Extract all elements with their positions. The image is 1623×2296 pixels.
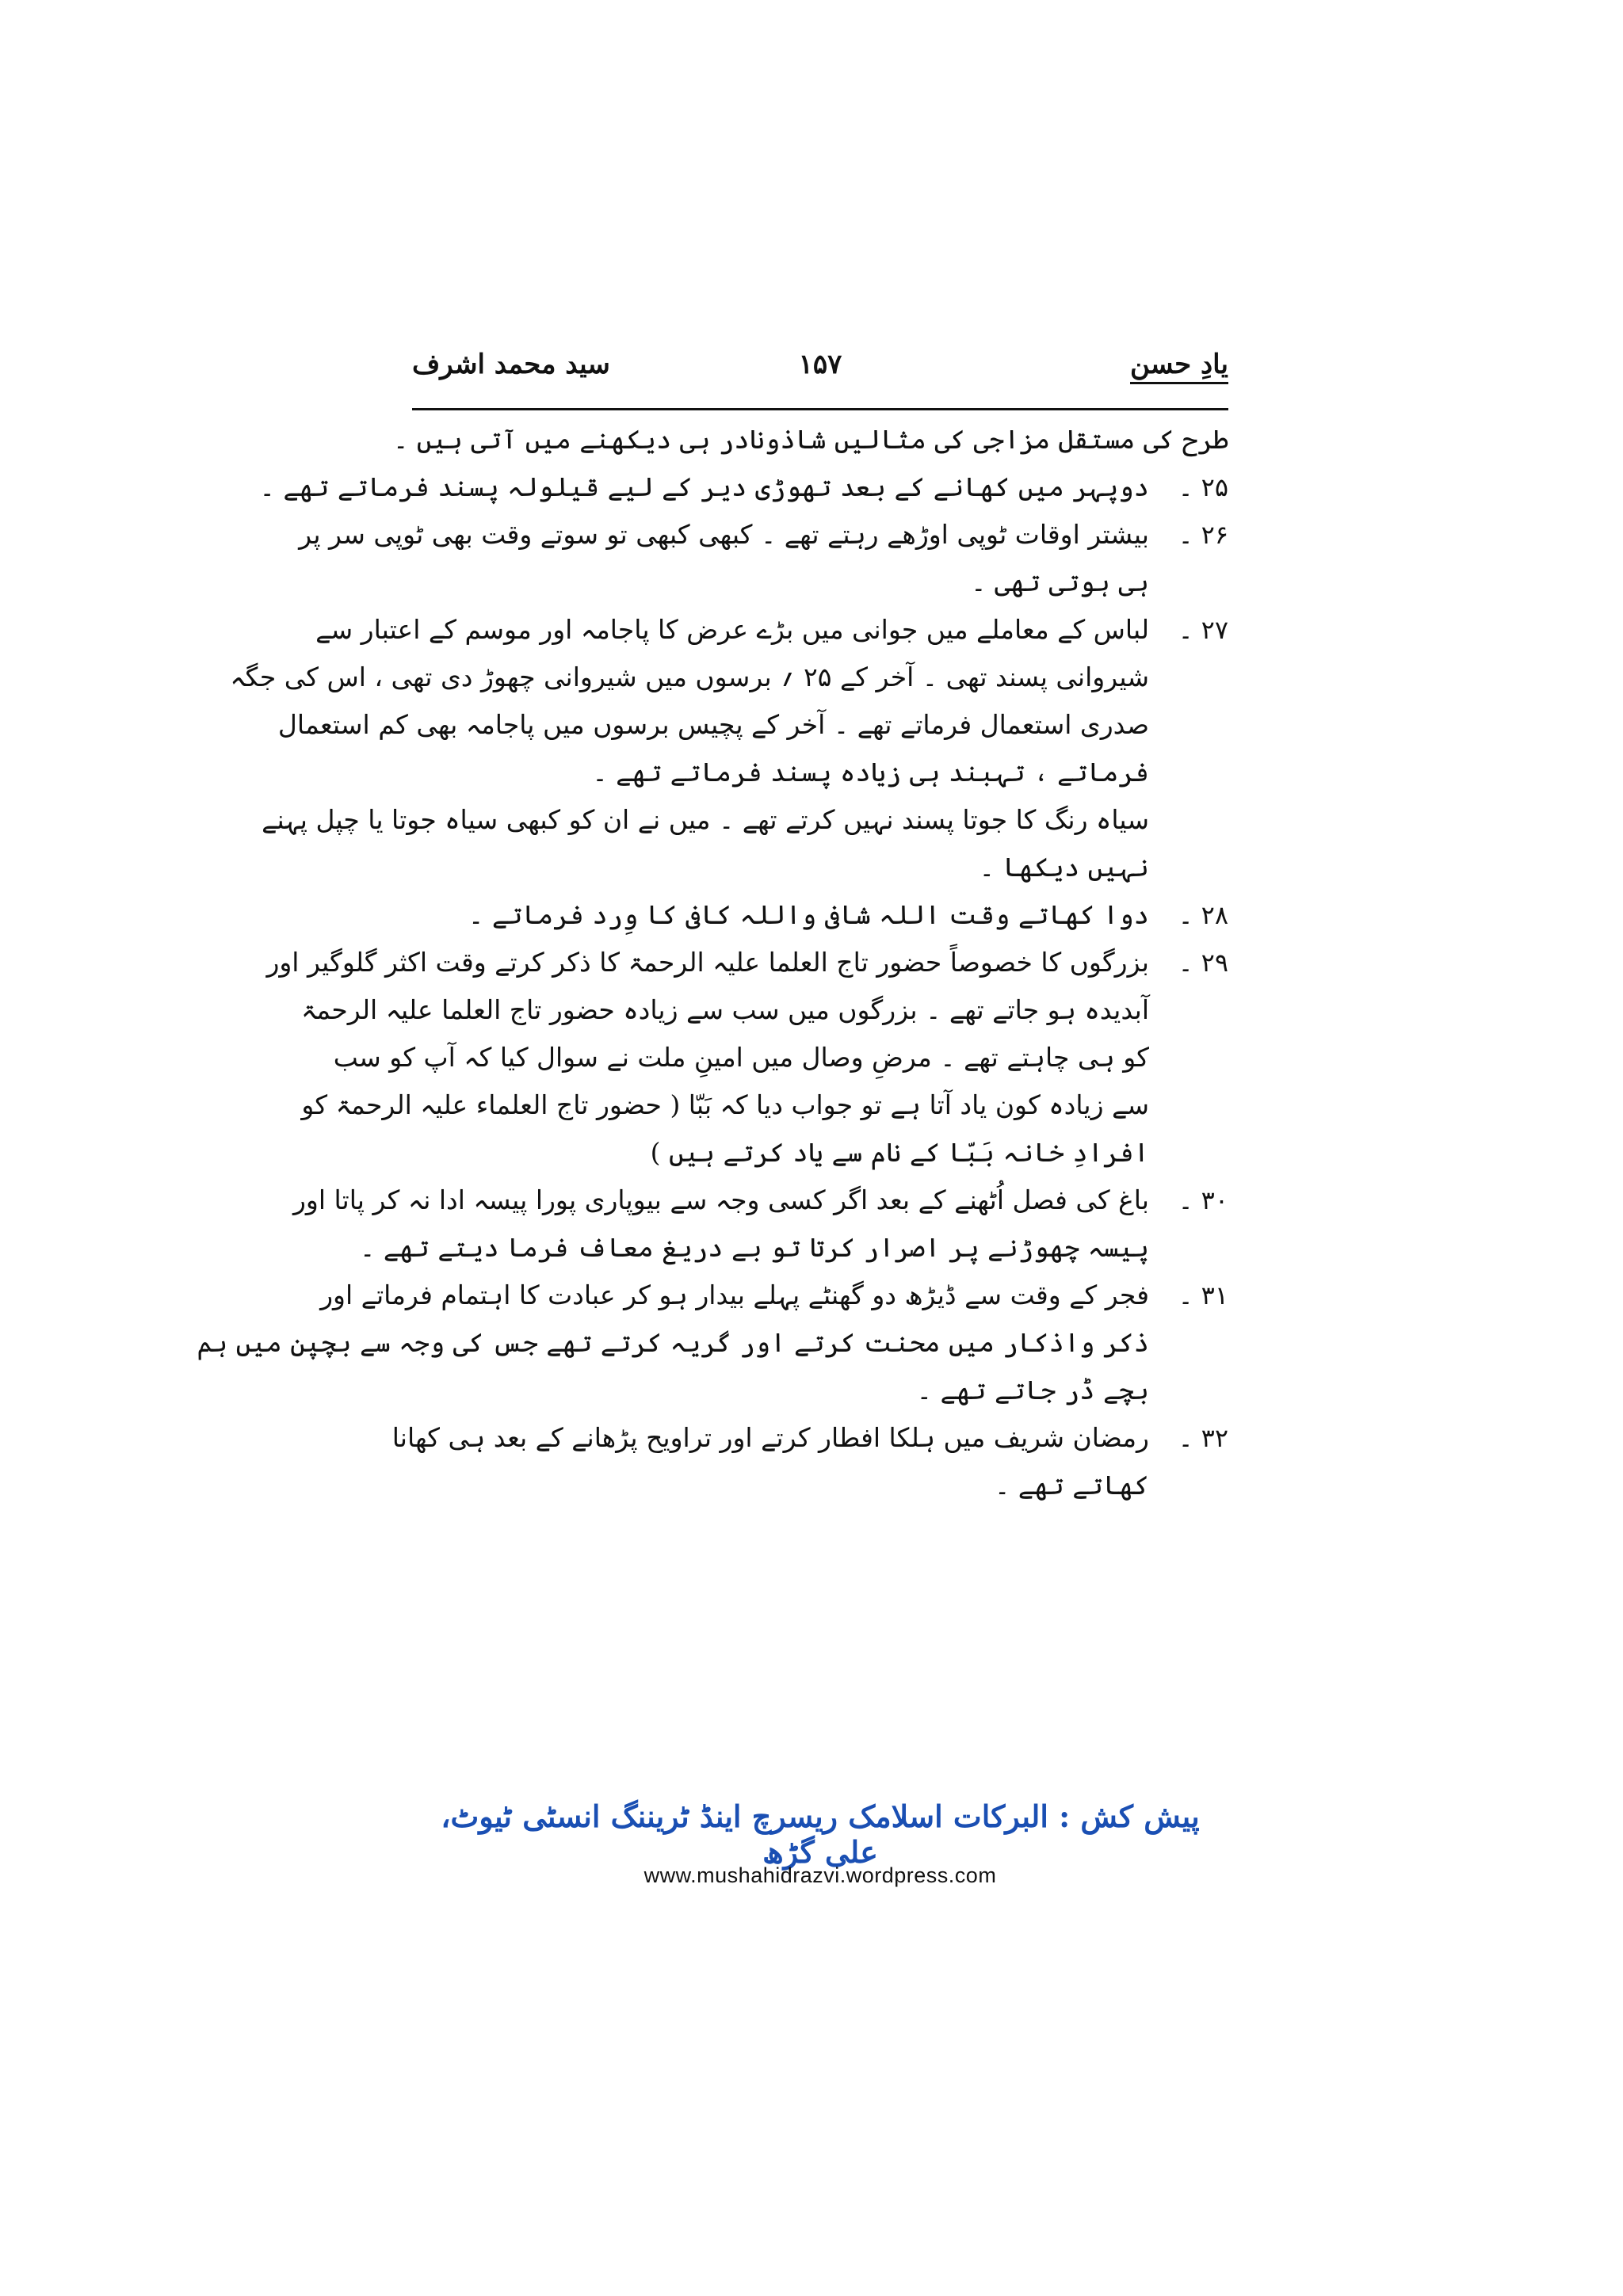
item-line: کو ہی چاہتے تھے ۔ مرضِ وصال میں امینِ ملت نے سوال کیا کہ آپ کو سب: [333, 1042, 1149, 1073]
list-item: [412, 891, 1228, 939]
item-number: ۳۰ ۔: [1178, 1185, 1228, 1215]
item-line: دوپہر میں کھانے کے بعد تھوڑی دیر کے لیے قیلولہ پسند فرماتے تھے ۔: [259, 471, 1149, 502]
item-line: کھاتے تھے ۔: [994, 1470, 1149, 1501]
list-item: [230, 606, 1228, 891]
item-number: ۲۵ ۔: [1178, 472, 1228, 502]
item-line: صدری استعمال فرماتے تھے ۔ آخر کے پچیس برسوں میں پاجامہ بھی کم استعمال: [277, 709, 1149, 740]
item-line: فرماتے ، تہبند ہی زیادہ پسند فرماتے تھے ۔: [592, 757, 1149, 788]
item-line: بیشتر اوقات ٹوپی اوڑھے رہتے تھے ۔ کبھی کبھی تو سوتے وقت بھی ٹوپی سر پر: [299, 519, 1149, 550]
list-item: [197, 1272, 1228, 1414]
item-line: فجر کے وقت سے ڈیڑھ دو گھنٹے پہلے بیدار ہو کر عبادت کا اہتمام فرماتے اور: [320, 1280, 1149, 1310]
publisher-banner: پیش کش : البرکات اسلامک ریسرچ اینڈ ٹریننگ انسٹی ٹیوٹ، علی گڑھ: [441, 1798, 1200, 1870]
item-number: ۲۷ ۔: [1178, 615, 1228, 645]
item-line: رمضان شریف میں ہلکا افطار کرتے اور تراویح پڑھانے کے بعد ہی کھانا: [391, 1422, 1149, 1453]
website-link[interactable]: www.mushahidrazvi.wordpress.com: [643, 1863, 997, 1887]
item-line: دوا کھاتے وقت اللہ شافی واللہ کافی کا وِرد فرماتے ۔: [468, 899, 1149, 930]
item-number: ۳۲ ۔: [1178, 1423, 1228, 1453]
item-line: بزرگوں کا خصوصاً حضور تاج العلما علیہ الرحمۃ کا ذکر کرتے وقت اکثر گلوگیر اور: [266, 947, 1149, 978]
item-line: شیروانی پسند تھی ۔ آخر کے ۲۵ ؍ برسوں میں شیروانی چھوڑ دی تھی ، اس کی جگہ: [230, 662, 1149, 692]
intro-line: طرح کی مستقل مزاجی کی مثالیں شاذونادر ہی دیکھنے میں آتی ہیں ۔: [392, 424, 1228, 455]
item-line: باغ کی فصل اُٹھنے کے بعد اگر کسی وجہ سے بیوپاری پورا پیسہ ادا نہ کر پاتا اور: [292, 1184, 1149, 1215]
author-name: سید محمد اشرف: [412, 349, 610, 380]
item-line: پیسہ چھوڑنے پر اصرار کرتا تو بے دریغ معاف فرما دیتے تھے ۔: [360, 1232, 1149, 1263]
item-line: سیاہ رنگ کا جوتا پسند نہیں کرتے تھے ۔ میں نے ان کو کبھی سیاہ جوتا یا چپل پہنے: [262, 804, 1149, 835]
list-item: [259, 463, 1228, 511]
item-line: نہیں دیکھا ۔: [979, 852, 1149, 883]
list-item: [292, 1177, 1228, 1272]
body-text: [197, 416, 1228, 1509]
item-line: ہی ہوتی تھی ۔: [971, 566, 1149, 597]
item-number: ۲۹ ۔: [1178, 948, 1228, 978]
item-number: ۲۸ ۔: [1178, 900, 1228, 930]
page-number: ۱۵۷: [798, 349, 842, 380]
item-number: ۲۶ ۔: [1178, 520, 1228, 550]
list-item: [266, 939, 1228, 1177]
item-line: ذکر واذکار میں محنت کرتے اور گریہ کرتے تھے جس کی وجہ سے بچپن میں ہم: [197, 1327, 1149, 1358]
item-number: ۳۱ ۔: [1178, 1280, 1228, 1310]
running-header: [412, 349, 1228, 396]
item-line: آبدیدہ ہو جاتے تھے ۔ بزرگوں میں سب سے زیادہ حضور تاج العلما علیہ الرحمۃ: [300, 994, 1149, 1025]
item-line: بچے ڈر جاتے تھے ۔: [916, 1375, 1149, 1405]
book-title: یادِ حسن: [1130, 349, 1228, 380]
list-item: [391, 1414, 1228, 1509]
item-line: سے زیادہ کون یاد آتا ہے تو جواب دیا کہ بَبّا ( حضور تاج العلماء علیہ الرحمۃ کو: [301, 1089, 1149, 1120]
list-item: [299, 511, 1228, 606]
header-rule: [412, 408, 1228, 410]
item-line: لباس کے معاملے میں جوانی میں بڑے عرض کا پاجامہ اور موسم کے اعتبار سے: [315, 614, 1149, 645]
item-line: افرادِ خانہ بَبّا کے نام سے یاد کرتے ہیں ): [650, 1137, 1149, 1168]
